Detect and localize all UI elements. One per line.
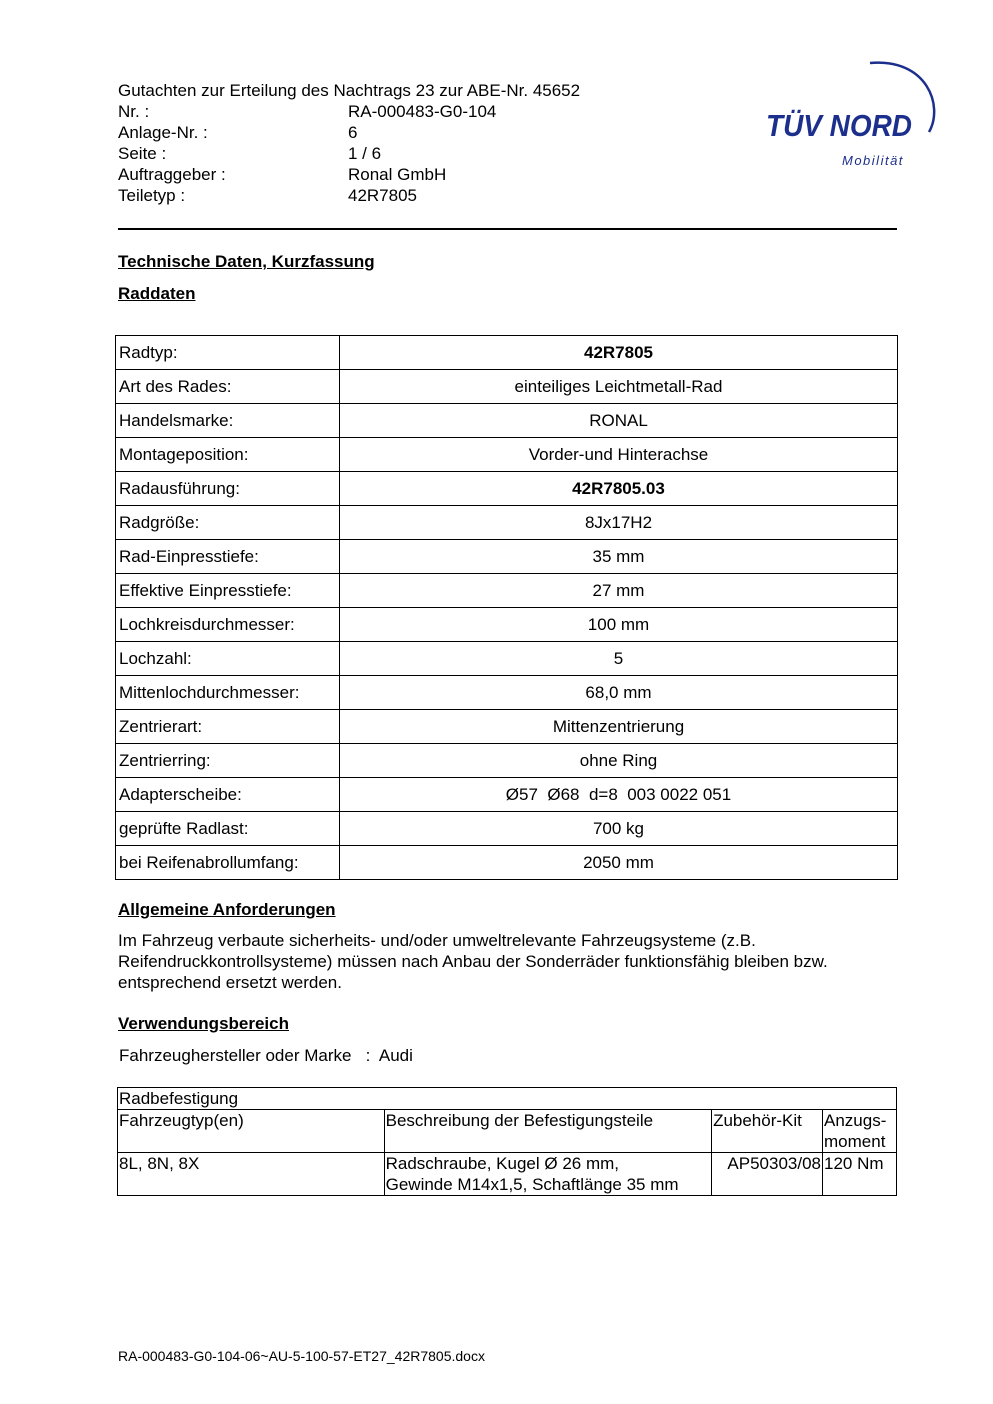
document-header <box>118 80 580 206</box>
row-key: Zentrierart: <box>116 710 340 744</box>
header-value: RA-000483-G0-104 <box>348 102 497 121</box>
row-value: einteiliges Leichtmetall-Rad <box>340 370 898 404</box>
header-value: 42R7805 <box>348 186 418 205</box>
table-row <box>116 812 898 846</box>
table-row <box>116 370 898 404</box>
cell-beschreibung <box>384 1153 711 1196</box>
section-title-raddaten: Raddaten <box>118 284 196 303</box>
row-value: Ø57 Ø68 d=8 003 0022 051 <box>340 778 898 812</box>
table-row <box>116 336 898 370</box>
row-value: 100 mm <box>340 608 898 642</box>
table-row <box>116 676 898 710</box>
header-row-teiletyp <box>118 185 580 206</box>
table-row <box>116 472 898 506</box>
table-header-row <box>118 1110 897 1153</box>
cell-fahrzeugtyp: 8L, 8N, 8X <box>118 1153 385 1196</box>
header-value: Ronal GmbH <box>348 165 447 184</box>
row-key: Rad-Einpresstiefe: <box>116 540 340 574</box>
header-label: Seite : <box>118 144 167 163</box>
header-value: 6 <box>348 123 358 142</box>
row-key: bei Reifenabrollumfang: <box>116 846 340 880</box>
row-key: Lochzahl: <box>116 642 340 676</box>
section-title-verwendungsbereich: Verwendungsbereich <box>118 1014 289 1033</box>
header-value: 1 / 6 <box>348 144 382 163</box>
row-key: Zentrierring: <box>116 744 340 778</box>
table-row <box>116 404 898 438</box>
row-key: geprüfte Radlast: <box>116 812 340 846</box>
row-value: 42R7805.03 <box>340 472 898 506</box>
radbefestigung-table <box>117 1087 897 1196</box>
row-value: 5 <box>340 642 898 676</box>
cell-anzugsmoment: 120 Nm <box>823 1153 897 1196</box>
table-title-row <box>118 1088 897 1110</box>
row-value: 68,0 mm <box>340 676 898 710</box>
logo-sub-text: Mobilität <box>842 153 904 168</box>
column-header: Anzugs-moment <box>823 1110 897 1153</box>
manufacturer-line <box>119 1046 413 1066</box>
row-key: Lochkreisdurchmesser: <box>116 608 340 642</box>
row-key: Montageposition: <box>116 438 340 472</box>
allgemeine-anforderungen-text: Im Fahrzeug verbaute sicherheits- und/oder umweltrelevante Fahrzeugsysteme (z.B. Reifendruckkontrollsysteme) müssen nach Anbau der Sonderräder funktionsfähig bleiben bzw. entsprechend ersetzt werden. <box>118 931 828 992</box>
row-value: 27 mm <box>340 574 898 608</box>
row-value: 2050 mm <box>340 846 898 880</box>
row-key: Art des Rades: <box>116 370 340 404</box>
radbefestigung-title: Radbefestigung <box>118 1088 897 1110</box>
table-row <box>118 1153 897 1196</box>
raddaten-table <box>115 335 898 880</box>
header-label: Nr. : <box>118 102 150 121</box>
section-title-allgemeine-anforderungen: Allgemeine Anforderungen <box>118 900 336 919</box>
row-key: Radausführung: <box>116 472 340 506</box>
column-header: Beschreibung der Befestigungsteile <box>384 1110 711 1153</box>
column-header: Fahrzeugtyp(en) <box>118 1110 385 1153</box>
document-footer: RA-000483-G0-104-06~AU-5-100-57-ET27_42R7805.docx <box>118 1348 485 1364</box>
row-key: Adapterscheibe: <box>116 778 340 812</box>
header-row-auftraggeber <box>118 164 580 185</box>
table-row <box>116 744 898 778</box>
table-row <box>116 642 898 676</box>
section-title-technische-daten: Technische Daten, Kurzfassung <box>118 252 375 271</box>
column-header: Zubehör-Kit <box>712 1110 823 1153</box>
table-row <box>116 710 898 744</box>
header-divider <box>118 228 897 230</box>
manufacturer-label: Fahrzeughersteller oder Marke <box>119 1046 352 1065</box>
row-value: Vorder-und Hinterachse <box>340 438 898 472</box>
manufacturer-separator: : <box>365 1046 371 1065</box>
table-row <box>116 608 898 642</box>
table-row <box>116 540 898 574</box>
header-title: Gutachten zur Erteilung des Nachtrags 23 zur ABE-Nr. 45652 <box>118 81 581 100</box>
row-value: RONAL <box>340 404 898 438</box>
cell-zubehoer-kit: AP50303/08 <box>712 1153 823 1196</box>
row-value: ohne Ring <box>340 744 898 778</box>
table-row <box>116 506 898 540</box>
table-row <box>116 438 898 472</box>
beschreibung-line: Radschraube, Kugel Ø 26 mm, <box>385 1154 620 1173</box>
table-row <box>116 574 898 608</box>
header-row-seite <box>118 143 580 164</box>
table-row <box>116 778 898 812</box>
table-row <box>116 846 898 880</box>
header-label: Teiletyp : <box>118 186 186 205</box>
tuv-nord-logo <box>762 58 942 173</box>
beschreibung-line: Gewinde M14x1,5, Schaftlänge 35 mm <box>385 1175 679 1194</box>
header-row-anlage <box>118 122 580 143</box>
row-key: Effektive Einpresstiefe: <box>116 574 340 608</box>
row-value: 8Jx17H2 <box>340 506 898 540</box>
row-value: 42R7805 <box>340 336 898 370</box>
row-key: Mittenlochdurchmesser: <box>116 676 340 710</box>
header-row-nr <box>118 101 580 122</box>
row-value: 35 mm <box>340 540 898 574</box>
manufacturer-value: Audi <box>378 1046 413 1065</box>
header-label: Auftraggeber : <box>118 165 226 184</box>
row-value: Mittenzentrierung <box>340 710 898 744</box>
header-label: Anlage-Nr. : <box>118 123 208 142</box>
row-key: Handelsmarke: <box>116 404 340 438</box>
logo-brand-text: TÜV NORD <box>766 108 912 143</box>
row-key: Radtyp: <box>116 336 340 370</box>
row-key: Radgröße: <box>116 506 340 540</box>
row-value: 700 kg <box>340 812 898 846</box>
